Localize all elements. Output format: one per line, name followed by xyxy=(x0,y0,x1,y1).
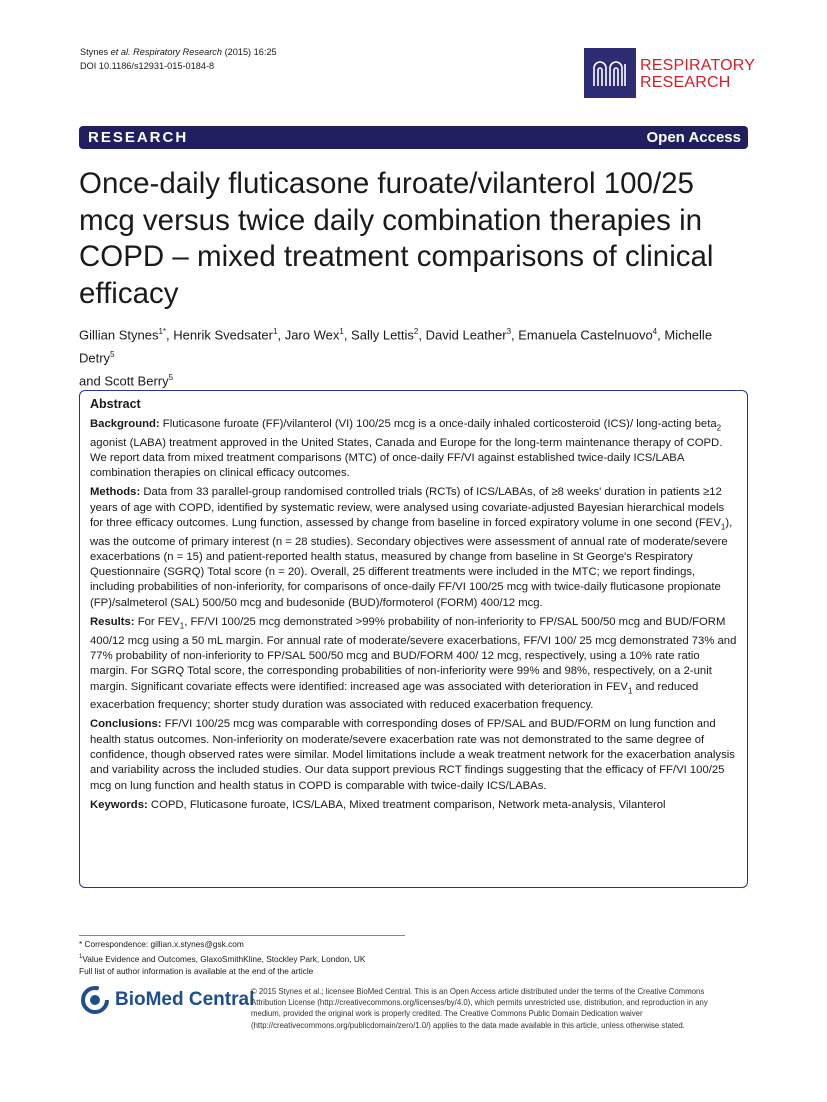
author-sup: 4 xyxy=(652,327,658,336)
affiliation-sup: 1 xyxy=(79,953,83,960)
methods-label: Methods: xyxy=(90,486,141,499)
citation-journal: Respiratory Research xyxy=(133,47,222,57)
abstract-box xyxy=(79,390,748,888)
background-text-2: agonist (LABA) treatment approved in the United States, Canada and Europe for the long-term maintenance therapy of COPD. We report data from mixed treatment comparisons (MTC) of once-daily FF/VI against established twice-daily ICS/LABA combination therapies on clinical efficacy outcomes. xyxy=(90,436,723,480)
author-sup: 5 xyxy=(110,349,115,359)
open-access-label: Open Access xyxy=(646,129,741,146)
abstract-heading: Abstract xyxy=(90,397,141,411)
results-text-2: , FF/VI 100/25 mcg demonstrated >99% probability of non-inferiority to FP/SAL 500/50 mcg and BUD/FORM 400/12 mcg using a 50 mL margin. For annual rate of moderate/severe exacerbations, FF/VI 100/ 25 mcg demonstrated 73% and 77% probability of non-inferiority to FP/SAL 500/50 mcg and BUD/FORM 400/ 12 mcg, respectively, using a 10% rate ratio margin. For SGRQ Total score, the corresponding probabilities of non-inferiority were 99% and 98%, respectively, on a 2-unit margin. Significant covariate effects were identified: increased age was associated with deterioration in FEV xyxy=(90,616,737,693)
citation-etal: et al. xyxy=(110,47,131,57)
publisher-logo xyxy=(80,985,254,1015)
author-list: Gillian Stynes$^{1*}$, Henrik Svedsater$^1$, Jaro Wex$^1$, Sally Lettis$^2$, David Leather$^3$, Emanuela Castelnuovo$^4$, Michelle Detry$^5$ and Scott Berry$^5$ xyxy=(79,327,713,388)
background-sub: 2 xyxy=(716,423,722,433)
footnotes xyxy=(79,938,365,977)
results-text: For FEV xyxy=(134,616,180,629)
author-sup: 1 xyxy=(273,327,278,336)
author-sup: 2 xyxy=(413,327,419,336)
author: Emanuela Castelnuovo xyxy=(518,327,653,343)
abstract-background xyxy=(90,417,737,481)
conclusions-label: Conclusions: xyxy=(90,718,162,731)
author: Henrik Svedsater xyxy=(173,327,273,343)
doi: DOI 10.1186/s12931-015-0184-8 xyxy=(80,61,215,71)
results-sub: 1 xyxy=(179,621,185,631)
author: David Leather xyxy=(425,327,507,343)
author: Michelle Detry xyxy=(79,327,713,366)
citation-volume: (2015) 16:25 xyxy=(224,47,277,57)
publisher-name: BioMed Central xyxy=(115,989,255,1010)
correspondence: * Correspondence: gillian.x.stynes@gsk.com xyxy=(79,939,244,949)
journal-logo-icon xyxy=(584,48,636,98)
background-text: Fluticasone furoate (FF)/vilanterol (VI) 100/25 mcg is a once-daily inhaled corticosteroid (ICS)/ long-acting beta xyxy=(159,418,717,430)
methods-text: Data from 33 parallel-group randomised controlled trials (RCTs) of ICS/LABAs, of ≥8 weeks' duration in patients ≥12 years of age with COPD, identified by systematic review, were analysed using covariate-adjusted Bayesian hierarchical models for three efficacy outcomes. Lung function, assessed by change from baseline in forced expiratory volume in one second (FEV xyxy=(90,486,725,530)
affiliation-text: Value Evidence and Outcomes, GlaxoSmithKline, Stockley Park, London, UK xyxy=(82,953,366,964)
author-sup: 3 xyxy=(506,327,512,336)
abstract-conclusions xyxy=(90,717,737,793)
citation-header xyxy=(80,45,277,73)
journal-logo-line2: RESEARCH xyxy=(640,74,731,91)
author-sup: 1* xyxy=(158,327,167,336)
author: Jaro Wex xyxy=(284,327,340,343)
abstract-methods xyxy=(90,485,737,611)
results-label: Results: xyxy=(90,616,135,629)
background-label: Background: xyxy=(90,418,160,430)
author-sup: 5 xyxy=(168,372,174,382)
section-label: RESEARCH xyxy=(88,129,189,146)
keywords-label: Keywords: xyxy=(90,798,148,811)
affiliation xyxy=(79,951,365,965)
author: Scott Berry xyxy=(104,372,169,388)
methods-text-2: ), was the outcome of primary interest (n = 28 studies). Secondary objectives were assessment of annual rate of moderate/severe exacerbations (n = 15) and patient-reported health status, measured by change from baseline in St George's Respiratory Questionnaire (SGRQ) Total score (n = 20). Overall, 25 different treatments were included in the MTC; we report findings, including probabilities of non-inferiority, for comparisons of once-daily FF/VI 100/25 mcg with twice-daily fluticasone propionate (FP)/salmeterol (SAL) 500/50 mcg and budesonide (BUD)/formoterol (FORM) 400/12 mcg. xyxy=(90,517,733,609)
section-bar xyxy=(79,126,748,149)
conclusions-text: FF/VI 100/25 mcg was comparable with corresponding doses of FP/SAL and BUD/FORM on lung function and health status outcomes. Non-inferiority on moderate/severe exacerbation rate was not demonstrated to the same degree of confidence, though observed rates were similar. Model limitations include a weak treatment network for the exacerbation analysis and variability across the included studies. Our data support previous RCT findings suggesting that the efficacy of FF/VI 100/25 mcg on lung function and health status in COPD is comparable with twice-daily ICS/LABAs. xyxy=(90,718,735,792)
author: Gillian Stynes xyxy=(79,327,159,343)
results-sub-2: 1 xyxy=(627,685,633,695)
author-info-note: Full list of author information is available at the end of the article xyxy=(79,965,314,976)
keywords-text: COPD, Fluticasone furoate, ICS/LABA, Mixed treatment comparison, Network meta-analysis, Vilanterol xyxy=(147,798,666,811)
article-title: Once-daily fluticasone furoate/vilanterol 100/25 mcg versus twice daily combination therapies in COPD – mixed treatment comparisons of clinical efficacy xyxy=(79,167,714,310)
author: Sally Lettis xyxy=(351,327,414,343)
author-sup: 1 xyxy=(339,327,344,336)
methods-sub: 1 xyxy=(720,522,726,532)
license-text: © 2015 Stynes et al.; licensee BioMed Central. This is an Open Access article distributed under the terms of the Creative Commons Attribution License (http://creativecommons.org/licenses/by/4.0), which permits unrestricted use, distribution, and reproduction in any medium, provided the original work is properly credited. The Creative Commons Public Domain Dedication waiver (http://creativecommons.org/publicdomain/zero/1.0/) applies to the data made available in this article, unless otherwise stated. xyxy=(251,987,708,1030)
biomed-central-icon xyxy=(80,985,110,1015)
journal-logo-line1: RESPIRATORY xyxy=(640,57,756,74)
footnote-divider xyxy=(79,935,405,936)
results-text-3: and reduced exacerbation frequency; shorter study duration was associated with reduced exacerbation frequency. xyxy=(90,680,699,712)
abstract-results xyxy=(90,615,737,713)
journal-logo-text xyxy=(640,57,755,91)
abstract-keywords xyxy=(90,798,737,813)
citation-authors: Stynes xyxy=(80,47,109,57)
